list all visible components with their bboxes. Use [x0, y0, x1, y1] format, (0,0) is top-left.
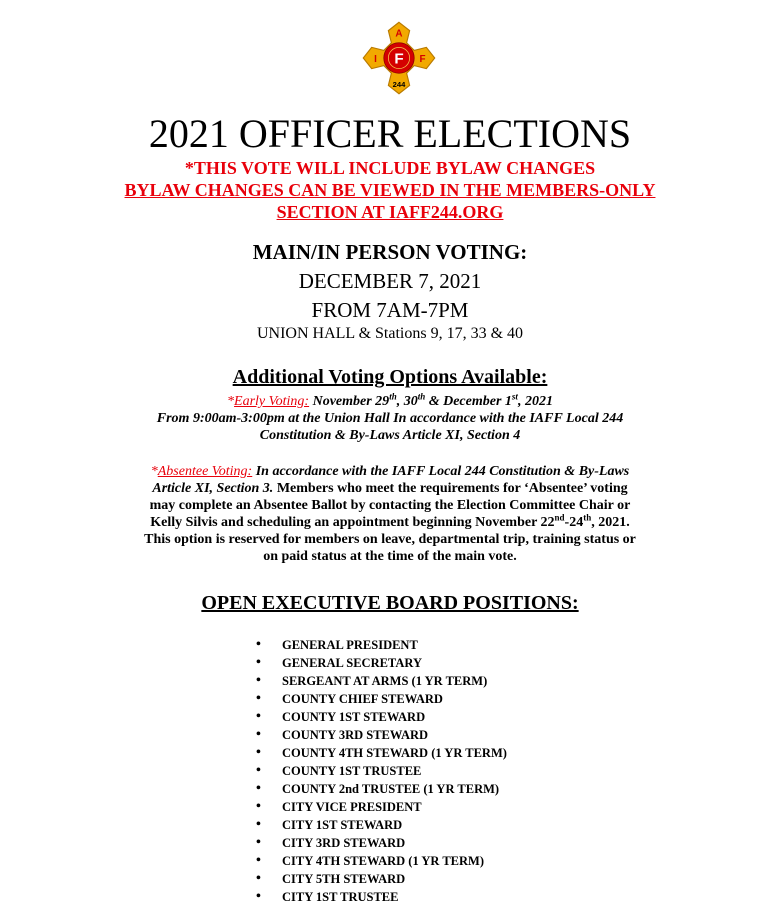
additional-options-heading: Additional Voting Options Available: — [232, 366, 548, 388]
list-item: • COUNTY CHIEF STEWARD — [256, 690, 507, 708]
list-item: • COUNTY 1ST TRUSTEE — [256, 762, 507, 780]
absentee-voting-text-4c: , 2021. — [591, 515, 630, 530]
logo-letter-a: A — [395, 28, 403, 40]
absentee-voting-star: * — [150, 464, 158, 479]
early-voting-dates-d: , 2021 — [517, 394, 553, 409]
list-item: • CITY 1ST TRUSTEE — [256, 888, 507, 906]
absentee-voting-text-1: In accordance with the IAFF Local 244 Constitution & By-Laws — [252, 464, 630, 479]
absentee-voting-sup-1: nd — [554, 512, 565, 523]
absentee-voting-line-6: on paid status at the time of the main vote. — [263, 549, 517, 564]
early-voting-sup-3: st — [511, 391, 518, 402]
bylaw-notice-line-3: SECTION AT IAFF244.ORG — [276, 202, 504, 222]
absentee-voting-label: Absentee Voting: — [157, 464, 253, 479]
early-voting-dates-a: November 29 — [309, 394, 390, 409]
absentee-voting-line-5: This option is reserved for members on leave, departmental trip, training status or — [144, 532, 636, 547]
list-item: • COUNTY 4TH STEWARD (1 YR TERM) — [256, 744, 507, 762]
list-item: • CITY 4TH STEWARD (1 YR TERM) — [256, 852, 507, 870]
bylaw-notice-line-2: BYLAW CHANGES CAN BE VIEWED IN THE MEMBERS-ONLY — [124, 180, 656, 200]
iaff-maltese-cross-logo — [361, 20, 437, 96]
list-item: • CITY 5TH STEWARD — [256, 870, 507, 888]
absentee-voting-sup-2: th — [583, 512, 592, 523]
list-item: • GENERAL SECRETARY — [256, 654, 507, 672]
absentee-voting-line-3: may complete an Absentee Ballot by contacting the Election Committee Chair or — [149, 498, 631, 513]
early-voting-line-1 — [0, 393, 780, 410]
absentee-voting-line-4 — [110, 514, 670, 531]
list-item: • COUNTY 1ST STEWARD — [256, 708, 507, 726]
absentee-voting-text-4b: -24 — [564, 515, 584, 530]
list-item: • COUNTY 2nd TRUSTEE (1 YR TERM) — [256, 780, 507, 798]
main-voting-time: FROM 7AM-7PM — [311, 298, 469, 322]
early-voting-sup-1: th — [389, 391, 397, 402]
list-item: • SERGEANT AT ARMS (1 YR TERM) — [256, 672, 507, 690]
absentee-voting-article: Article XI, Section 3. — [152, 481, 274, 496]
list-item: • CITY 1ST STEWARD — [256, 816, 507, 834]
main-voting-date: DECEMBER 7, 2021 — [298, 269, 482, 293]
page-title: 2021 OFFICER ELECTIONS — [148, 111, 632, 156]
early-voting-dates-b: , 30 — [396, 394, 418, 409]
list-item: • CITY VICE PRESIDENT — [256, 798, 507, 816]
logo-letter-f-right: F — [419, 53, 426, 65]
open-positions-list — [256, 636, 507, 906]
early-voting-sup-2: th — [417, 391, 426, 402]
logo-local-number: 244 — [392, 79, 406, 89]
logo-letter-f-center: F — [394, 50, 404, 68]
early-voting-star: * — [227, 394, 235, 409]
early-voting-line-3: Constitution & By-Laws Article XI, Section 4 — [259, 428, 521, 443]
list-item: • COUNTY 3RD STEWARD — [256, 726, 507, 744]
list-item: • GENERAL PRESIDENT — [256, 636, 507, 654]
main-voting-heading: MAIN/IN PERSON VOTING: — [252, 240, 528, 264]
absentee-voting-line-2 — [110, 480, 670, 497]
bylaw-notice-line-1: *THIS VOTE WILL INCLUDE BYLAW CHANGES — [184, 158, 596, 178]
early-voting-dates-c: & December 1 — [425, 394, 512, 409]
main-voting-location: UNION HALL & Stations 9, 17, 33 & 40 — [256, 325, 524, 342]
absentee-voting-text-4a: Kelly Silvis and scheduling an appointment beginning November 22 — [150, 515, 555, 530]
logo-letter-i: I — [374, 53, 377, 65]
list-item: • CITY 3RD STEWARD — [256, 834, 507, 852]
open-positions-heading: OPEN EXECUTIVE BOARD POSITIONS: — [201, 592, 579, 614]
early-voting-label: Early Voting: — [234, 394, 310, 409]
absentee-voting-text-2: Members who meet the requirements for ‘Absentee’ voting — [273, 481, 628, 496]
early-voting-line-2: From 9:00am-3:00pm at the Union Hall In accordance with the IAFF Local 244 — [156, 411, 624, 426]
absentee-voting-line-1 — [110, 463, 670, 480]
